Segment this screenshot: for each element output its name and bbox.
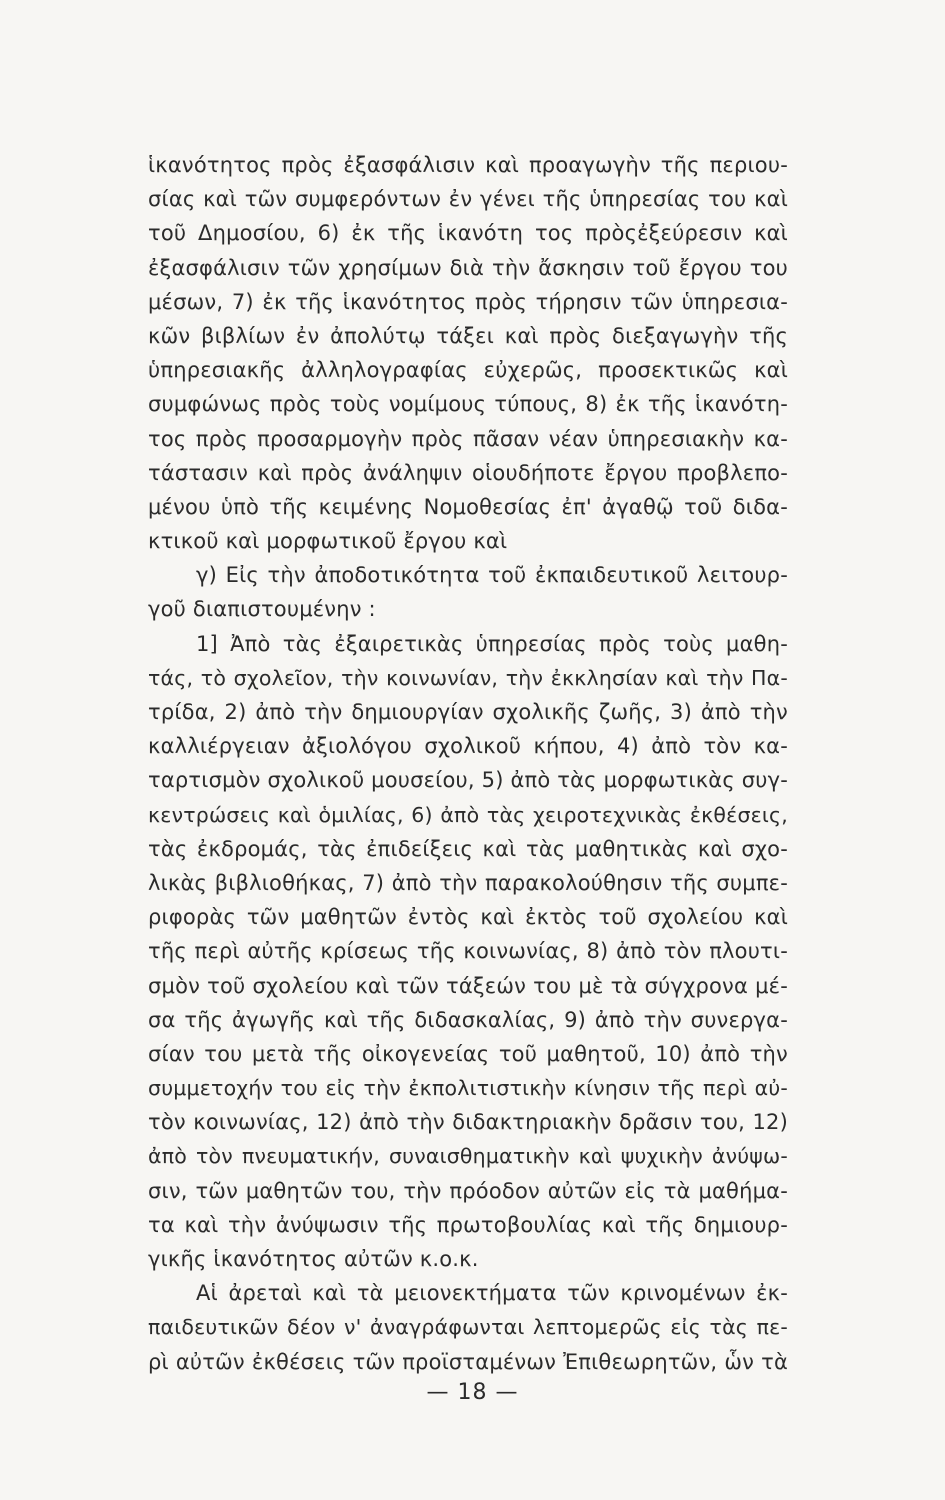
text-line: καλλιέργειαν ἀξιολόγου σχολικοῦ κήπου, 4) ἀπὸ τὸν κα-	[148, 734, 788, 759]
text-line: τάς, τὸ σχολεῖον, τὴν κοινωνίαν, τὴν ἐκκλησίαν καὶ τὴν Πα-	[148, 665, 788, 690]
text-line: κῶν βιβλίων ἐν ἀπολύτῳ τάξει καὶ πρὸς διεξαγωγὴν τῆς	[148, 323, 788, 348]
text-line: σα τῆς ἀγωγῆς καὶ τῆς διδασκαλίας, 9) ἀπὸ τὴν συνεργα-	[148, 1007, 788, 1032]
text-line: σίαν του μετὰ τῆς οἰκογενείας τοῦ μαθητοῦ, 10) ἀπὸ τὴν	[148, 1041, 788, 1066]
body-text	[148, 148, 788, 1379]
text-line: ἀπὸ τὸν πνευματικήν, συναισθηματικὴν καὶ ψυχικὴν ἀνύψω-	[148, 1144, 788, 1169]
text-line: κτικοῦ καὶ μορφωτικοῦ ἔργου καὶ	[148, 529, 508, 554]
text-line: λικὰς βιβλιοθήκας, 7) ἀπὸ τὴν παρακολούθησιν τῆς συμπε-	[148, 870, 788, 895]
text-line: τα καὶ τὴν ἀνύψωσιν τῆς πρωτοβουλίας καὶ τῆς δημιουρ-	[148, 1212, 788, 1237]
text-line: συμμετοχήν του εἰς τὴν ἐκπολιτιστικὴν κίνησιν τῆς περὶ αὐ-	[148, 1076, 788, 1101]
text-line: ρὶ αὐτῶν ἐκθέσεις τῶν προϊσταμένων Ἐπιθεωρητῶν, ὧν τὰ	[148, 1349, 788, 1374]
text-line: τοῦ Δημοσίου, 6) ἐκ τῆς ἱκανότη τος πρὸςἐξεύρεσιν καὶ	[148, 221, 788, 246]
text-line: σμὸν τοῦ σχολείου καὶ τῶν τάξεών του μὲ τὰ σύγχρονα μέ-	[148, 973, 788, 998]
text-line: σιν, τῶν μαθητῶν του, τὴν πρόοδον αὐτῶν εἰς τὰ μαθήμα-	[148, 1178, 788, 1203]
text-line: τος πρὸς προσαρμογὴν πρὸς πᾶσαν νέαν ὑπηρεσιακὴν κα-	[148, 426, 788, 451]
text-line: σίας καὶ τῶν συμφερόντων ἐν γένει τῆς ὑπηρεσίας του καὶ	[148, 187, 788, 212]
text-line: μένου ὑπὸ τῆς κειμένης Νομοθεσίας ἐπ' ἀγαθῷ τοῦ διδα-	[148, 494, 788, 519]
text-line: μέσων, 7) ἐκ τῆς ἱκανότητος πρὸς τήρησιν τῶν ὑπηρεσια-	[148, 289, 788, 314]
text-line: τῆς περὶ αὐτῆς κρίσεως τῆς κοινωνίας, 8) ἀπὸ τὸν πλουτι-	[148, 939, 788, 964]
text-line: ἐξασφάλισιν τῶν χρησίμων διὰ τὴν ἄσκησιν τοῦ ἔργου του	[148, 255, 788, 280]
text-line: ὑπηρεσιακῆς ἀλληλογραφίας εὐχερῶς, προσεκτικῶς καὶ	[148, 358, 788, 383]
text-line: τάστασιν καὶ πρὸς ἀνάληψιν οἱουδήποτε ἔργου προβλεπο-	[148, 460, 788, 485]
text-line: 1] Ἀπὸ τὰς ἐξαιρετικὰς ὑπηρεσίας πρὸς τοὺς μαθη-	[196, 631, 788, 656]
text-line: γικῆς ἱκανότητος αὐτῶν κ.ο.κ.	[148, 1247, 479, 1271]
page-number: — 18 —	[426, 1380, 519, 1405]
text-line: ταρτισμὸν σχολικοῦ μουσείου, 5) ἀπὸ τὰς μορφωτικὰς συγ-	[148, 768, 788, 793]
text-line: ἱκανότητος πρὸς ἐξασφάλισιν καὶ προαγωγὴν τῆς περιου-	[148, 153, 788, 177]
text-line: Αἱ ἀρεταὶ καὶ τὰ μειονεκτήματα τῶν κρινομένων ἐκ-	[196, 1281, 788, 1306]
text-line: ριφορὰς τῶν μαθητῶν ἐντὸς καὶ ἐκτὸς τοῦ σχολείου καὶ	[148, 905, 788, 930]
text-line: τρίδα, 2) ἀπὸ τὴν δημιουργίαν σχολικῆς ζωῆς, 3) ἀπὸ τὴν	[148, 700, 788, 724]
text-line: τὰς ἐκδρομάς, τὰς ἐπιδείξεις καὶ τὰς μαθητικὰς καὶ σχο-	[148, 836, 788, 861]
text-line: γοῦ διαπιστουμένην :	[148, 597, 376, 622]
text-line: συμφώνως πρὸς τοὺς νομίμους τύπους, 8) ἐκ τῆς ἱκανότη-	[148, 392, 788, 417]
text-line: γ) Εἰς τὴν ἀποδοτικότητα τοῦ ἐκπαιδευτικοῦ λειτουρ-	[196, 563, 788, 588]
text-line: κεντρώσεις καὶ ὁμιλίας, 6) ἀπὸ τὰς χειροτεχνικὰς ἐκθέσεις,	[148, 802, 788, 827]
text-line: τὸν κοινωνίας, 12) ἀπὸ τὴν διδακτηριακὴν δρᾶσιν του, 12)	[148, 1110, 788, 1135]
text-line: παιδευτικῶν δέον ν' ἀναγράφωνται λεπτομερῶς εἰς τὰς πε-	[148, 1315, 788, 1340]
